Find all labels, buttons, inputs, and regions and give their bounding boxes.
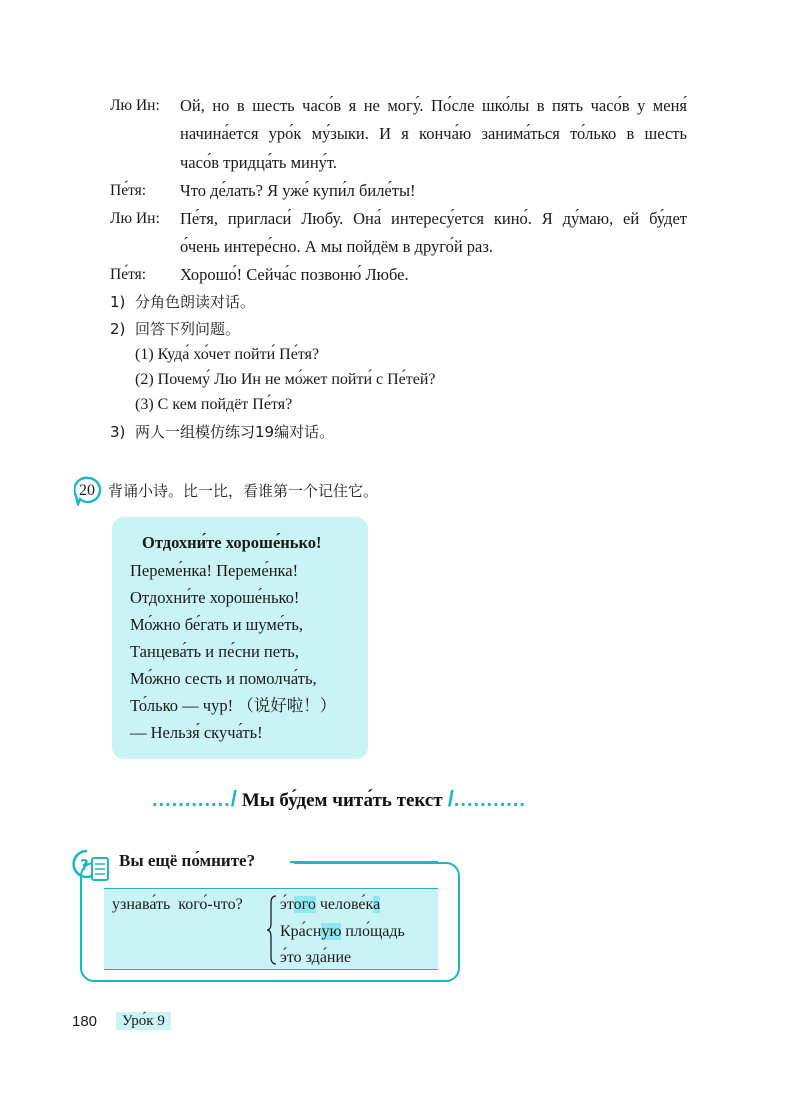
poem-line: Отдохни́те хороше́нько! [130,588,300,607]
dialogue-line: Хорошо́! Сейча́с позвоню́ Любе. [180,265,409,284]
task-number: 1) [110,293,126,311]
speaker-label: Лю Ин: [110,97,160,114]
page-number: 180 [72,1013,98,1030]
lesson-label: Уро́к 9 [116,1012,171,1030]
speaker-label: Лю Ин: [110,210,160,227]
dialogue-line: о́чень интере́сно. А мы пойдём в друго́й раз. [180,237,494,256]
brace [267,895,277,965]
poem-line: — Нельзя́ скуча́ть! [130,723,263,742]
section-heading [152,786,526,816]
task-number: 3) [110,423,126,441]
question: (2) Почему́ Лю Ин не мо́жет пойти́ с Пе́тей? [135,371,436,388]
poem-box [112,517,368,759]
dialogue-line: начина́ется уро́к му́зыки. И я конча́ю занима́ться то́лько в шесть [180,124,687,143]
dialogue-line: Пе́тя, пригласи́ Любу. Она́ интересу́ется кино́. Я ду́маю, ей бу́дет [180,209,687,228]
task-number: 2) [110,320,126,338]
dialogue-line: часо́в тридца́ть мину́т. [180,153,338,172]
section-dots-right: ........... [453,789,526,811]
task-text: 两人一组模仿练习19编对话。 [135,423,335,441]
section-slash-left: / [230,786,237,811]
dialogue-line: Ой, но в шесть часо́в я не могу́. По́сле шко́лы в пять часо́в у меня́ [180,96,687,115]
lesson-tag [116,1010,171,1030]
section-slash-right: / [447,786,454,811]
speaker-label: Пе́тя: [110,182,147,199]
exercise-instruction: 背诵小诗。比一比，看谁第一个记住它。 [108,482,379,500]
poem-line: Переме́нка! Переме́нка! [130,561,299,580]
poem-line: Мо́жно сесть и помолча́ть, [130,669,317,688]
remember-example: э́того челове́ка [280,896,381,913]
poem-title: Отдохни́те хороше́нько! [142,533,322,552]
question-book-icon [72,848,112,884]
task-text: 回答下列问题。 [135,320,241,338]
remember-example: Кра́сную пло́щадь [280,923,405,940]
svg-text:?: ? [80,856,89,874]
section-title: Мы бу́дем чита́ть текст [241,790,443,811]
section-dots-left: ............ [152,789,231,811]
speaker-label: Пе́тя: [110,266,147,283]
task-text: 分角色朗读对话。 [135,293,256,311]
poem-line: То́лько — чур! （说好啦！） [130,696,337,715]
dialogue-line: Что де́лать? Я уже́ купи́л биле́ты! [180,181,416,200]
remember-title-line [290,861,438,863]
poem-line: Танцева́ть и пе́сни петь, [130,642,299,661]
question: (3) С кем пойдёт Пе́тя? [135,396,293,413]
remember-verb: узнава́ть кого́-что? [112,896,243,913]
remember-table [104,888,438,970]
remember-title: Вы ещё по́мните? [119,851,256,870]
exercise-number: 20 [79,482,95,499]
remember-example: э́то зда́ние [280,949,352,966]
poem-line: Мо́жно бе́гать и шуме́ть, [130,615,304,634]
question: (1) Куда́ хо́чет пойти́ Пе́тя? [135,346,320,363]
